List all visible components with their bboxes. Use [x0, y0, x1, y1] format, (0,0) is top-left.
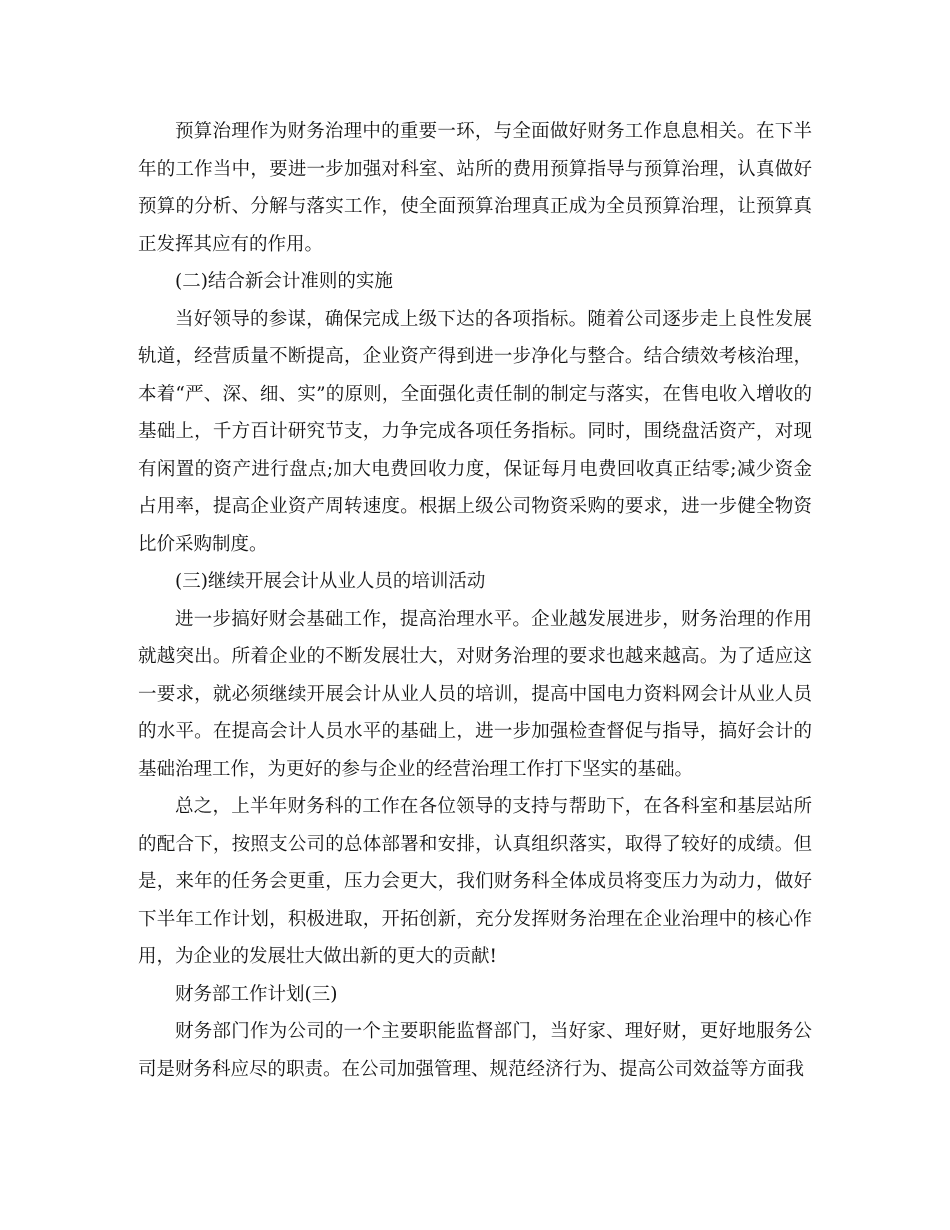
- section-heading-accountant-training: (三)继续开展会计从业人员的培训活动: [175, 571, 486, 592]
- section-heading-new-accounting-standards: (二)结合新会计准则的实施: [175, 271, 393, 292]
- section-heading-work-plan-three: 财务部工作计划(三): [175, 983, 338, 1005]
- paragraph-summary: 总之，上半年财务科的工作在各位领导的支持与帮助下，在各科室和基层站所的配合下，按照支公司的总体部署和安排，认真组织落实，取得了较好的成绩。但是，来年的任务会更重，压力会更大，我们财务科全体成员将变压力为动力，做好下半年工作计划，积极进取，开拓创新，充分发挥财务治理在企业治理中的核心作用，为企业的发展壮大做出新的更大的贡献!: [138, 796, 812, 967]
- paragraph-budget-management: 预算治理作为财务治理中的重要一环，与全面做好财务工作息息相关。在下半年的工作当中，要进一步加强对科室、站所的费用预算指导与预算治理，认真做好预算的分析、分解与落实工作，使全面预算治理真正成为全员预算治理，让预算真正发挥其应有的作用。: [138, 121, 812, 255]
- paragraph-finance-department: 财务部门作为公司的一个主要职能监督部门，当好家、理好财，更好地服务公司是财务科应尽的职责。在公司加强管理、规范经济行为、提高公司效益等方面我: [138, 1021, 812, 1080]
- paragraph-accounting-basics: 进一步搞好财会基础工作，提高治理水平。企业越发展进步，财务治理的作用就越突出。所着企业的不断发展壮大，对财务治理的要求也越来越高。为了适应这一要求，就必须继续开展会计从业人员的培训，提高中国电力资料网会计从业人员的水平。在提高会计人员水平的基础上，进一步加强检查督促与指导，搞好会计的基础治理工作，为更好的参与企业的经营治理工作打下坚实的基础。: [138, 608, 812, 780]
- document-body: [138, 113, 812, 1088]
- paragraph-leadership-advisor: 当好领导的参谋，确保完成上级下达的各项指标。随着公司逐步走上良性发展轨道，经营质量不断提高，企业资产得到进一步净化与整合。结合绩效考核治理，本着“严、深、细、实”的原则，全面强化责任制的制定与落实，在售电收入增收的基础上，千方百计研究节支，力争完成各项任务指标。同时，围绕盘活资产，对现有闲置的资产进行盘点;加大电费回收力度，保证每月电费回收真正结零;减少资金占用率，提高企业资产周转速度。根据上级公司物资采购的要求，进一步健全物资比价采购制度。: [138, 308, 812, 555]
